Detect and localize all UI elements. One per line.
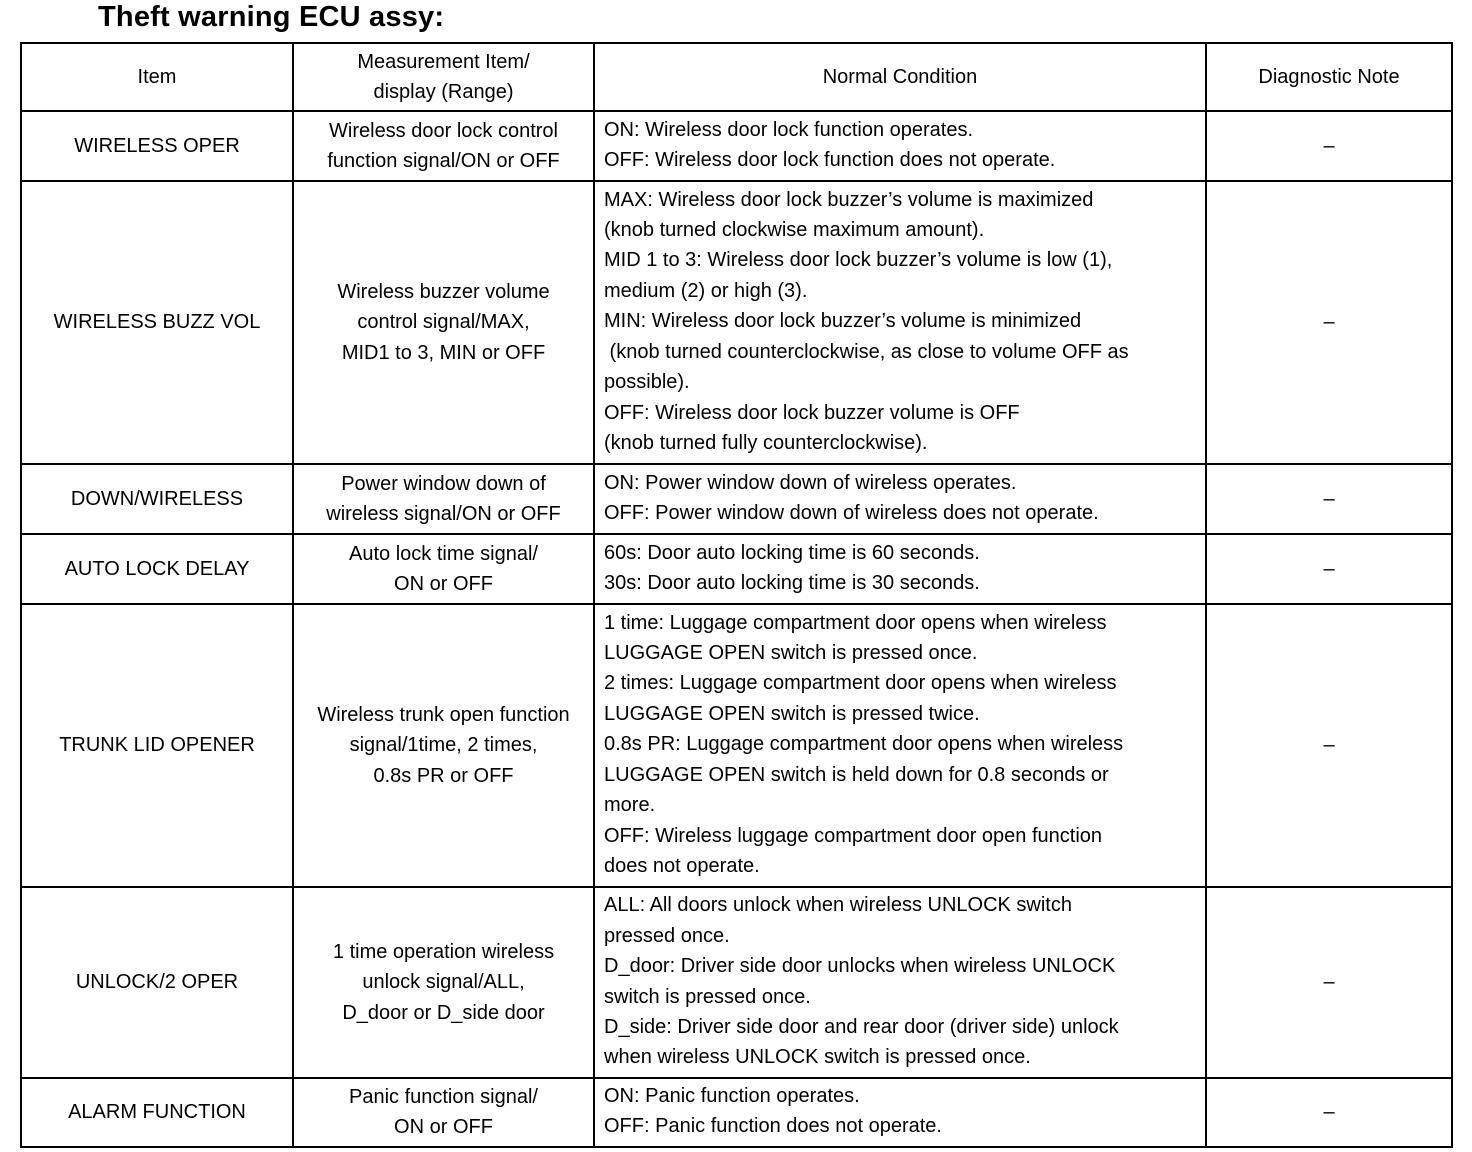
- page-title: Theft warning ECU assy:: [98, 1, 445, 33]
- cell-measurement: [293, 1078, 594, 1147]
- cell-note: –: [1206, 181, 1452, 464]
- table-body: [21, 111, 1452, 1147]
- cell-item: [21, 534, 293, 604]
- condition-line: (knob turned fully counterclockwise).: [604, 431, 928, 454]
- item-label: DOWN/WIRELESS: [70, 487, 244, 510]
- condition-line: 30s: Door auto locking time is 30 seconds.: [604, 572, 980, 594]
- cell-condition: [594, 181, 1206, 464]
- measurement-line: unlock signal/ALL,: [362, 971, 525, 994]
- condition-line: OFF: Power window down of wireless does not operate.: [604, 502, 1099, 524]
- condition-line: when wireless UNLOCK switch is pressed once.: [604, 1046, 1031, 1069]
- condition-line: ON: Panic function operates.: [604, 1085, 860, 1107]
- measurement-line: 1 time operation wireless: [332, 940, 555, 963]
- table-row: [21, 887, 1452, 1078]
- header-condition: Normal Condition: [594, 43, 1206, 111]
- measurement-line: Auto lock time signal/: [349, 542, 538, 565]
- condition-line: D_side: Driver side door and rear door (driver side) unlock: [604, 1015, 1119, 1038]
- measurement-line: control signal/MAX,: [357, 311, 530, 334]
- measurement-line: D_door or D_side door: [342, 1001, 545, 1024]
- condition-line: D_door: Driver side door unlocks when wireless UNLOCK: [604, 955, 1116, 978]
- condition-line: OFF: Wireless door lock function does not operate.: [604, 149, 1056, 171]
- header-measurement: [293, 43, 594, 111]
- cell-condition: [594, 604, 1206, 887]
- cell-item: [21, 464, 293, 534]
- cell-measurement: [293, 534, 594, 604]
- cell-measurement: [293, 464, 594, 534]
- cell-item: [21, 887, 293, 1078]
- measurement-line: ON or OFF: [394, 573, 493, 595]
- cell-measurement: [293, 887, 594, 1078]
- measurement-line: Wireless trunk open function: [317, 703, 570, 726]
- cell-measurement: [293, 181, 594, 464]
- table-row: [21, 1078, 1452, 1147]
- cell-condition: [594, 1078, 1206, 1147]
- cell-item: [21, 1078, 293, 1147]
- measurement-line: Power window down of: [341, 472, 546, 495]
- data-table: [20, 42, 1453, 1148]
- item-label: ALARM FUNCTION: [68, 1101, 246, 1124]
- condition-line: 60s: Door auto locking time is 60 seconds.: [604, 541, 980, 564]
- condition-line: 1 time: Luggage compartment door opens when wireless: [604, 611, 1107, 634]
- condition-line: LUGGAGE OPEN switch is pressed twice.: [604, 702, 980, 725]
- cell-note: –: [1206, 604, 1452, 887]
- item-label: TRUNK LID OPENER: [59, 734, 255, 757]
- header-item: Item: [21, 43, 293, 111]
- condition-line: 2 times: Luggage compartment door opens when wireless: [604, 672, 1117, 695]
- cell-condition: [594, 887, 1206, 1078]
- cell-item: [21, 604, 293, 887]
- cell-condition: [594, 534, 1206, 604]
- item-label: WIRELESS OPER: [74, 134, 240, 157]
- condition-line: possible).: [604, 371, 690, 394]
- cell-note: –: [1206, 111, 1452, 181]
- cell-note: –: [1206, 1078, 1452, 1147]
- item-label: AUTO LOCK DELAY: [64, 557, 250, 580]
- condition-line: MIN: Wireless door lock buzzer’s volume is minimized: [604, 310, 1082, 333]
- cell-measurement: [293, 604, 594, 887]
- item-label: WIRELESS BUZZ VOL: [53, 311, 261, 334]
- measurement-line: 0.8s PR or OFF: [373, 764, 514, 787]
- condition-line: LUGGAGE OPEN switch is pressed once.: [604, 642, 978, 665]
- condition-line: ALL: All doors unlock when wireless UNLOCK switch: [604, 894, 1072, 917]
- cell-condition: [594, 464, 1206, 534]
- cell-condition: [594, 111, 1206, 181]
- condition-line: more.: [604, 794, 656, 817]
- header-note: Diagnostic Note: [1206, 43, 1452, 111]
- measurement-line: Wireless buzzer volume: [337, 280, 550, 303]
- condition-line: ON: Power window down of wireless operates.: [604, 471, 1017, 494]
- table-row: [21, 534, 1452, 604]
- condition-line: medium (2) or high (3).: [604, 279, 808, 302]
- cell-item: [21, 181, 293, 464]
- measurement-line: wireless signal/ON or OFF: [326, 503, 561, 525]
- table-row: [21, 181, 1452, 464]
- measurement-line: MID1 to 3, MIN or OFF: [341, 341, 546, 364]
- header-measurement-line: display (Range): [373, 81, 514, 103]
- condition-line: 0.8s PR: Luggage compartment door opens when wireless: [604, 733, 1124, 756]
- cell-note: –: [1206, 464, 1452, 534]
- condition-line: (knob turned counterclockwise, as close to volume OFF as: [604, 340, 1129, 363]
- measurement-line: signal/1time, 2 times,: [349, 734, 538, 757]
- header-row: [21, 43, 1452, 111]
- measurement-line: ON or OFF: [394, 1116, 493, 1139]
- measurement-line: Wireless door lock control: [329, 119, 558, 142]
- cell-item: [21, 111, 293, 181]
- cell-note: –: [1206, 534, 1452, 604]
- table-row: [21, 111, 1452, 181]
- table-row: [21, 604, 1452, 887]
- condition-line: LUGGAGE OPEN switch is held down for 0.8 seconds or: [604, 763, 1109, 786]
- header-measurement-line: Measurement Item/: [357, 50, 530, 73]
- condition-line: ON: Wireless door lock function operates.: [604, 118, 974, 141]
- item-label: UNLOCK/2 OPER: [75, 971, 239, 994]
- condition-line: OFF: Wireless luggage compartment door open function: [604, 824, 1103, 847]
- condition-line: (knob turned clockwise maximum amount).: [604, 219, 985, 242]
- measurement-line: Panic function signal/: [348, 1086, 538, 1108]
- cell-measurement: [293, 111, 594, 181]
- condition-line: switch is pressed once.: [604, 985, 811, 1008]
- condition-line: MID 1 to 3: Wireless door lock buzzer’s volume is low (1),: [604, 249, 1113, 272]
- condition-line: does not operate.: [604, 854, 760, 877]
- table-row: [21, 464, 1452, 534]
- condition-line: pressed once.: [604, 924, 730, 947]
- condition-line: OFF: Wireless door lock buzzer volume is OFF: [604, 401, 1020, 424]
- condition-line: MAX: Wireless door lock buzzer’s volume is maximized: [604, 188, 1094, 211]
- cell-note: –: [1206, 887, 1452, 1078]
- measurement-line: function signal/ON or OFF: [327, 150, 560, 172]
- condition-line: OFF: Panic function does not operate.: [604, 1115, 942, 1138]
